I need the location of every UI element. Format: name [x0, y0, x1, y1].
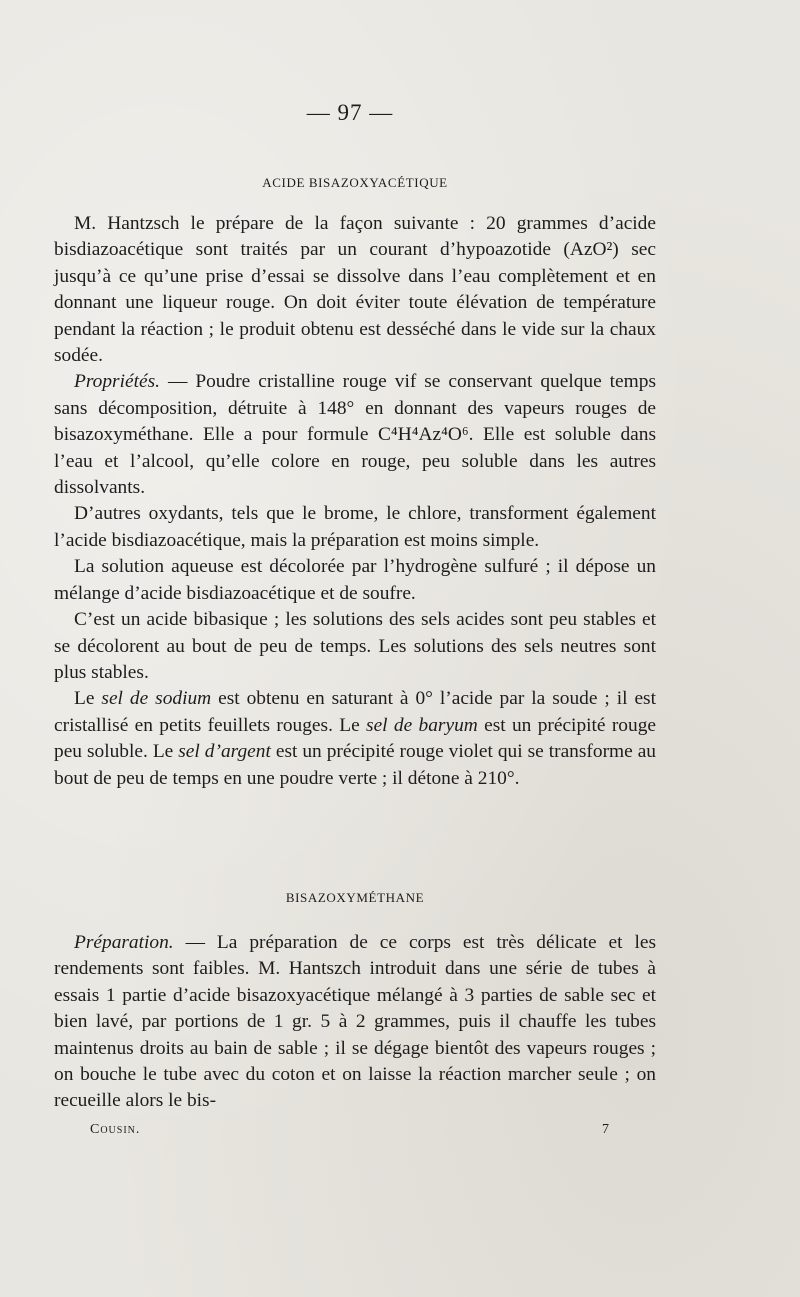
sel-d-argent: sel d’argent [178, 741, 271, 763]
sel-de-sodium: sel de sodium [101, 688, 212, 710]
paragraph-solution-aqueuse: La solution aqueuse est décolorée par l’hydrogène sulfuré ; il dépose un mélange d’acide bisdiazoacétique et de soufre. [54, 556, 656, 604]
paragraph-sels [54, 686, 656, 792]
proprietes-text: — Poudre cristalline rouge vif se conservant quelque temps sans décomposition, détruite à 148° en donnant des vapeurs rouges de bisazoxyméthane. Elle a pour formule C⁴H⁴Az⁴O⁶. Elle est soluble dans l’eau et l’alcool, qu’elle colore en rouge, peu soluble dans les autres dissolvants. [54, 371, 656, 499]
sels-text-c: est un précipité rouge peu soluble. Le [54, 714, 656, 763]
page-footer [90, 1122, 620, 1138]
footer-signature: Cousin. [90, 1122, 141, 1137]
sels-text-d: est un précipité rouge violet qui se transforme au bout de peu de temps en une poudre verte ; il détone à 210°. [54, 741, 657, 789]
page-number: — 97 — [306, 100, 394, 125]
preparation-text: — La préparation de ce corps est très délicate et les rendements sont faibles. M. Hantszch introduit dans une série de tubes à essais 1 partie d’acide bisazoxyacétique mélangé à 3 parties de sable sec et bien lavé, par portions de 1 gr. 5 à 2 grammes, puis il chauffe les tubes maintenus droits au bain de sable ; il se dégage bientôt des vapeurs rouges ; on bouche le tube avec du coton et on laisse la réaction marcher seule ; on recueille alors le bis- [54, 932, 656, 1112]
section-body-acide-bisazoxyacetique [54, 211, 656, 792]
section-heading-bisazoxymethane: BISAZOXYMÉTHANE [285, 890, 425, 905]
section-body-bisazoxymethane [54, 930, 656, 1115]
section-heading-acide-bisazoxyacetique: ACIDE BISAZOXYACÉTIQUE [262, 175, 448, 190]
paragraph-acide-bibasique: C’est un acide bibasique ; les solutions des sels acides sont peu stables et se décolorent au bout de peu de temps. Les solutions des sels neutres sont plus stables. [54, 609, 656, 683]
paragraph-preparation: M. Hantzsch le prépare de la façon suivante : 20 grammes d’acide bisdiazoacétique sont traités par un courant d’hypoazotide (AzO²) sec jusqu’à ce qu’une prise d’essai se dissolve dans l’eau complètement et en donnant une liqueur rouge. On doit éviter toute élévation de température pendant la réaction ; le produit obtenu est desséché dans le vide sur la chaux sodée. [54, 213, 656, 367]
preparation-label: Préparation. [74, 932, 174, 953]
paragraph-autres-oxydants: D’autres oxydants, tels que le brome, le chlore, transforment également l’acide bisdiazoacétique, mais la préparation est moins simple. [54, 503, 656, 551]
proprietes-label: Propriétés. [74, 371, 160, 393]
footer-signature-number: 7 [602, 1122, 610, 1137]
paragraph-preparation-bisazoxymethane [54, 930, 656, 1115]
sels-text-b: est obtenu en saturant à 0° l’acide par la soude ; il est cristallisé en petits feuillets rouges. Le [54, 688, 656, 736]
sels-text-a: Le [74, 688, 102, 710]
paragraph-proprietes [54, 369, 656, 501]
sel-de-baryum: sel de baryum [366, 714, 478, 736]
